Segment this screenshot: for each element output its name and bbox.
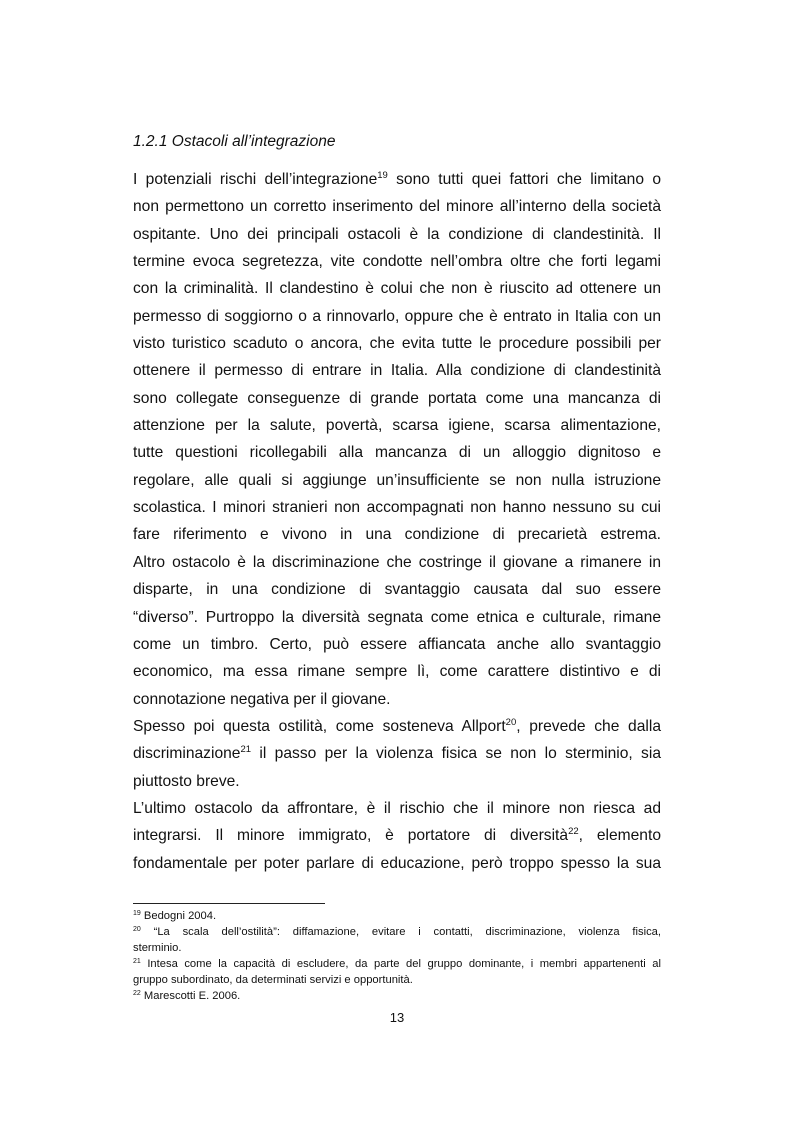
text-line (133, 193, 661, 220)
text-segment: sono collegate conseguenze di grande portata come una mancanza di (133, 389, 661, 407)
text-segment: “diverso”. Purtroppo la diversità segnata come etnica e culturale, rimane (133, 608, 661, 626)
footnote-reference: 22 (568, 826, 579, 838)
footnote-line (133, 988, 661, 1004)
footnote-reference: 21 (240, 744, 252, 756)
text-line (133, 357, 661, 384)
text-segment: termine evoca segretezza, vite condotte nell’ombra oltre che forti legami (133, 253, 661, 271)
text-segment: connotazione negativa per il giovane. (133, 690, 391, 708)
text-segment: sono tutti quei fattori che limitano o (387, 171, 661, 188)
text-line (133, 467, 661, 494)
footnote-reference: 19 (133, 910, 141, 917)
footnote-reference: 20 (505, 716, 517, 728)
text-line (133, 439, 661, 466)
text-line (133, 795, 661, 822)
text-line (133, 521, 661, 548)
text-segment: sterminio. (133, 942, 182, 954)
footnote-reference: 20 (133, 926, 141, 933)
text-segment: piuttosto breve. (133, 772, 240, 790)
text-line (133, 740, 661, 767)
text-segment: disparte, in una condizione di svantaggio causata dal suo essere (133, 581, 661, 599)
text-segment: I potenziali rischi dell’integrazione (133, 171, 378, 188)
body-paragraph (133, 166, 661, 877)
footnote-line (133, 924, 661, 940)
text-segment: economico, ma essa rimane sempre lì, come carattere distintivo e di (133, 663, 661, 681)
text-segment: attenzione per la salute, povertà, scarsa igiene, scarsa alimentazione, (133, 417, 661, 435)
text-segment: Intesa come la capacità di escludere, da parte del gruppo dominante, i membri appartenenti al (140, 958, 661, 970)
text-line (133, 248, 661, 275)
text-line (133, 658, 661, 685)
text-line (133, 768, 661, 795)
text-line (133, 221, 661, 248)
text-segment: L’ultimo ostacolo da affrontare, è il rischio che il minore non riesca ad (133, 799, 661, 817)
text-line (133, 822, 661, 849)
text-line (133, 549, 661, 576)
text-segment: “La scala dell’ostilità”: diffamazione, evitare i contatti, discriminazione, violenza fisica, (140, 926, 661, 938)
text-line (133, 494, 661, 521)
text-segment: gruppo subordinato, da determinati servizi e opportunità. (133, 974, 413, 986)
text-line (133, 166, 661, 193)
footnote-line (133, 908, 661, 924)
text-line (133, 604, 661, 631)
text-segment: Marescotti E. 2006. (140, 990, 241, 1002)
footnote-line (133, 972, 661, 988)
text-line (133, 330, 661, 357)
text-segment: Bedogni 2004. (140, 910, 217, 922)
text-segment: permesso di soggiorno o a rinnovarlo, oppure che è entrato in Italia con un (133, 307, 661, 325)
footnote-reference: 19 (377, 170, 388, 181)
text-segment: con la criminalità. Il clandestino è colui che non è riuscito ad ottenere un (133, 280, 661, 298)
text-segment: discriminazione (133, 745, 241, 763)
footnote-line (133, 940, 661, 956)
text-segment: ottenere il permesso di entrare in Italia. Alla condizione di clandestinità (133, 362, 661, 380)
footnotes (133, 908, 661, 1004)
text-line (133, 686, 661, 713)
text-segment: integrarsi. Il minore immigrato, è portatore di diversità (133, 827, 569, 845)
text-segment: non permettono un corretto inserimento del minore all’interno della società (133, 198, 661, 216)
text-line (133, 275, 661, 302)
footnote-reference: 22 (133, 990, 141, 997)
text-line (133, 631, 661, 658)
text-segment: ospitante. Uno dei principali ostacoli è la condizione di clandestinità. Il (133, 225, 661, 243)
footnote-line (133, 956, 661, 972)
text-line (133, 303, 661, 330)
text-segment: Altro ostacolo è la discriminazione che costringe il giovane a rimanere in (133, 553, 661, 571)
text-segment: fare riferimento e vivono in una condizione di precarietà estrema. (133, 526, 661, 544)
text-segment: , prevede che dalla (516, 717, 661, 735)
footnote-reference: 21 (133, 958, 141, 965)
text-line (133, 576, 661, 603)
text-segment: regolare, alle quali si aggiunge un’insufficiente se non nulla istruzione (133, 471, 661, 489)
text-segment: , elemento (578, 827, 661, 845)
text-segment: visto turistico scaduto o ancora, che evita tutte le procedure possibili per (133, 335, 661, 353)
text-line (133, 385, 661, 412)
text-segment: fondamentale per poter parlare di educazione, però troppo spesso la sua (133, 854, 661, 872)
text-segment: Spesso poi questa ostilità, come sosteneva Allport (133, 717, 506, 735)
text-segment: come un timbro. Certo, può essere affiancata anche allo svantaggio (133, 635, 661, 653)
text-segment: il passo per la violenza fisica se non lo sterminio, sia (251, 745, 661, 763)
text-line (133, 713, 661, 740)
footnote-separator (133, 903, 325, 904)
text-line (133, 412, 661, 439)
text-segment: tutte questioni ricollegabili alla mancanza di un alloggio dignitoso e (133, 444, 661, 462)
text-segment: scolastica. I minori stranieri non accompagnati non hanno nessuno su cui (133, 499, 661, 517)
page-number: 13 (389, 1010, 405, 1025)
section-heading: 1.2.1 Ostacoli all’integrazione (133, 133, 336, 150)
text-line (133, 850, 661, 877)
